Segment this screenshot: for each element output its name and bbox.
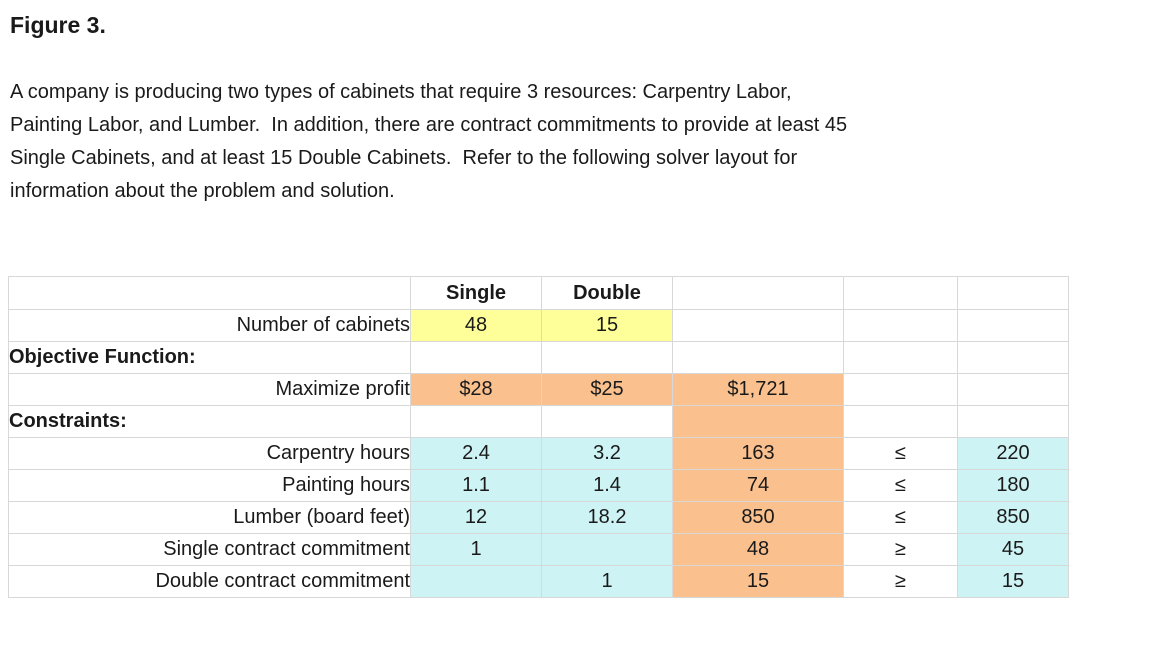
cell-single: [411, 566, 542, 598]
cell-total: 15: [673, 566, 844, 598]
table-row: [9, 566, 1069, 598]
cell-single: 12: [411, 502, 542, 534]
cell-sign: ≥: [844, 534, 958, 566]
cell-total: [673, 310, 844, 342]
cell-single: $28: [411, 374, 542, 406]
cell-sign: [844, 310, 958, 342]
cell-rhs: 220: [958, 438, 1069, 470]
cell-double: 15: [542, 310, 673, 342]
cell-total: [673, 342, 844, 374]
description-line: A company is producing two types of cabinets that require 3 resources: Carpentry Labor,: [10, 81, 792, 103]
cell-double: 18.2: [542, 502, 673, 534]
row-label: Carpentry hours: [9, 438, 411, 470]
header-row: [9, 277, 1069, 310]
cell-rhs: 850: [958, 502, 1069, 534]
cell-rhs: 15: [958, 566, 1069, 598]
cell-sign: ≤: [844, 470, 958, 502]
cell-single: 2.4: [411, 438, 542, 470]
row-label: Lumber (board feet): [9, 502, 411, 534]
description-line: Single Cabinets, and at least 15 Double Cabinets. Refer to the following solver layout for: [10, 147, 798, 169]
table-row: [9, 502, 1069, 534]
cell-rhs: [958, 374, 1069, 406]
cell-total: 850: [673, 502, 844, 534]
cell-double: [542, 406, 673, 438]
column-header-double: Double: [542, 277, 673, 310]
cell-rhs: 180: [958, 470, 1069, 502]
cell-total: 74: [673, 470, 844, 502]
solver-layout-table: [8, 276, 1069, 598]
table-row: [9, 534, 1069, 566]
description-paragraph: [10, 76, 847, 208]
cell-double: 1.4: [542, 470, 673, 502]
header-empty-cell: [844, 277, 958, 310]
table-row: [9, 374, 1069, 406]
cell-double: 1: [542, 566, 673, 598]
column-header-single: Single: [411, 277, 542, 310]
cell-sign: ≥: [844, 566, 958, 598]
cell-total: 163: [673, 438, 844, 470]
cell-rhs: 45: [958, 534, 1069, 566]
table-row: [9, 406, 1069, 438]
row-label: Single contract commitment: [9, 534, 411, 566]
cell-total: 48: [673, 534, 844, 566]
cell-double: 3.2: [542, 438, 673, 470]
table-row: [9, 310, 1069, 342]
cell-sign: [844, 342, 958, 374]
cell-single: [411, 406, 542, 438]
cell-rhs: [958, 406, 1069, 438]
table-row: [9, 470, 1069, 502]
row-label: Constraints:: [9, 406, 411, 438]
cell-double: $25: [542, 374, 673, 406]
cell-double: [542, 342, 673, 374]
table-row: [9, 438, 1069, 470]
cell-sign: ≤: [844, 438, 958, 470]
cell-single: 1: [411, 534, 542, 566]
cell-double: [542, 534, 673, 566]
cell-single: 48: [411, 310, 542, 342]
row-label: Objective Function:: [9, 342, 411, 374]
row-label: Maximize profit: [9, 374, 411, 406]
cell-sign: ≤: [844, 502, 958, 534]
description-line: Painting Labor, and Lumber. In addition, there are contract commitments to provide at least 45: [10, 114, 848, 136]
cell-single: [411, 342, 542, 374]
header-empty-cell: [958, 277, 1069, 310]
row-label: Number of cabinets: [9, 310, 411, 342]
row-label: Double contract commitment: [9, 566, 411, 598]
cell-sign: [844, 406, 958, 438]
header-empty-cell: [9, 277, 411, 310]
cell-total: $1,721: [673, 374, 844, 406]
cell-rhs: [958, 342, 1069, 374]
description-line: information about the problem and solution.: [10, 180, 395, 202]
cell-sign: [844, 374, 958, 406]
cell-single: 1.1: [411, 470, 542, 502]
header-empty-cell: [673, 277, 844, 310]
cell-total: [673, 406, 844, 438]
cell-rhs: [958, 310, 1069, 342]
row-label: Painting hours: [9, 470, 411, 502]
table-row: [9, 342, 1069, 374]
figure-title: Figure 3.: [10, 12, 106, 38]
